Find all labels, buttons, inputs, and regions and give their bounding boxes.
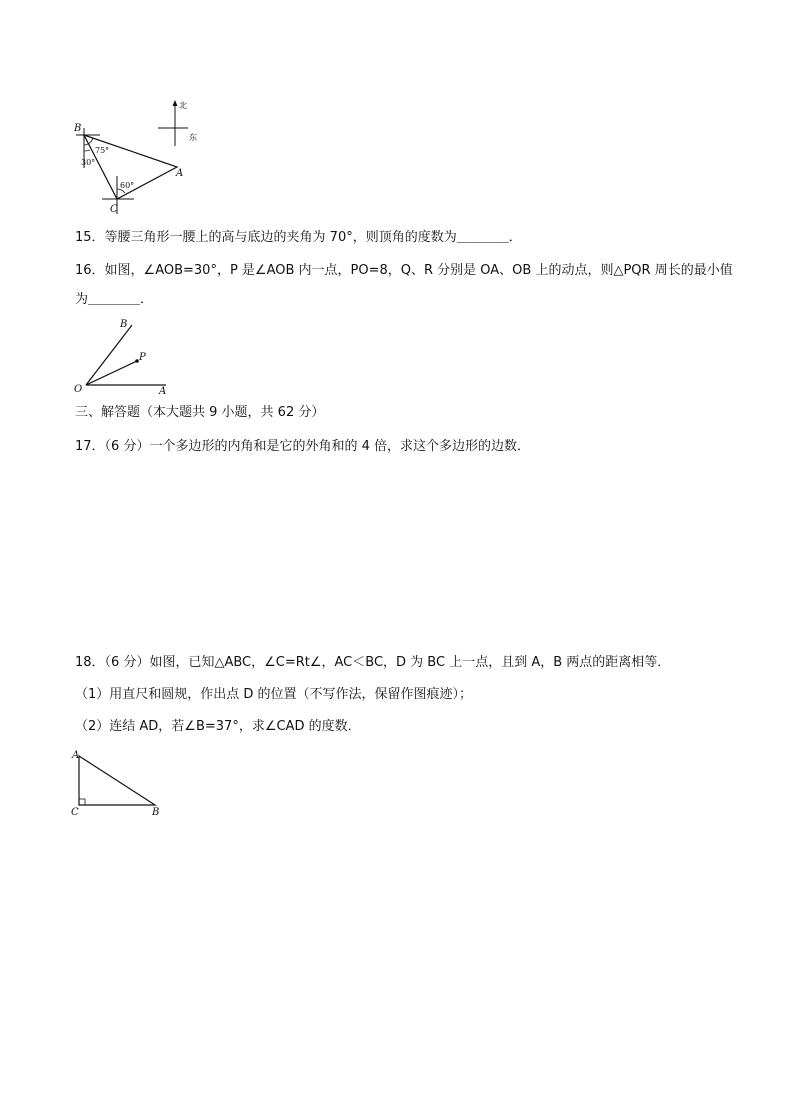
question-16-line-2: 为＿＿＿＿． <box>75 292 154 307</box>
question-17: 17．（6 分）一个多边形的内角和是它的外角和的 4 倍，求这个多边形的边数． <box>75 439 530 454</box>
q18-figure <box>68 745 168 820</box>
label-a: A <box>159 386 167 396</box>
label-a: A <box>72 750 80 761</box>
q15-figure <box>70 98 205 218</box>
q16-figure <box>70 316 180 396</box>
question-15: 15．等腰三角形一腰上的高与底边的夹角为 70°，则顶角的度数为＿＿＿＿． <box>75 230 522 245</box>
angle-60-label: 60° <box>120 181 135 190</box>
label-b: B <box>152 807 160 818</box>
question-18: 18．（6 分）如图，已知△ABC，∠C=Rt∠，AC＜BC，D 为 BC 上一点，且到 A，B 两点的距离相等． <box>75 655 671 670</box>
label-b: B <box>120 319 128 330</box>
label-o: O <box>74 384 83 395</box>
angle-30-label: 30° <box>81 158 96 167</box>
angle-75-arc <box>84 138 93 145</box>
label-c: C <box>110 204 118 215</box>
question-18-part-2: （2）连结 AD，若∠B=37°，求∠CAD 的度数． <box>75 719 361 734</box>
right-angle-mark <box>79 799 85 805</box>
label-a: A <box>176 168 184 179</box>
ray-ob <box>86 325 132 385</box>
label-p: P <box>139 352 146 363</box>
label-b: B <box>74 123 82 134</box>
angle-30-arc <box>84 150 90 151</box>
question-16-line-1: 16．如图，∠AOB=30°，P 是∠AOB 内一点，PO=8，Q、R 分别是 OA、OB 上的动点，则△PQR 周长的最小值 <box>75 263 733 278</box>
section-3-heading: 三、解答题（本大题共 9 小题，共 62 分） <box>75 405 325 420</box>
compass-north-label: 北 <box>179 101 187 110</box>
angle-75-label: 75° <box>95 146 110 155</box>
compass-north-arrow <box>173 100 178 106</box>
triangle-abc <box>79 756 155 805</box>
question-18-part-1: （1）用直尺和圆规，作出点 D 的位置（不写作法，保留作图痕迹）； <box>75 687 473 702</box>
segment-op <box>86 361 137 385</box>
label-c: C <box>71 807 79 818</box>
compass-east-label: 东 <box>189 133 197 142</box>
